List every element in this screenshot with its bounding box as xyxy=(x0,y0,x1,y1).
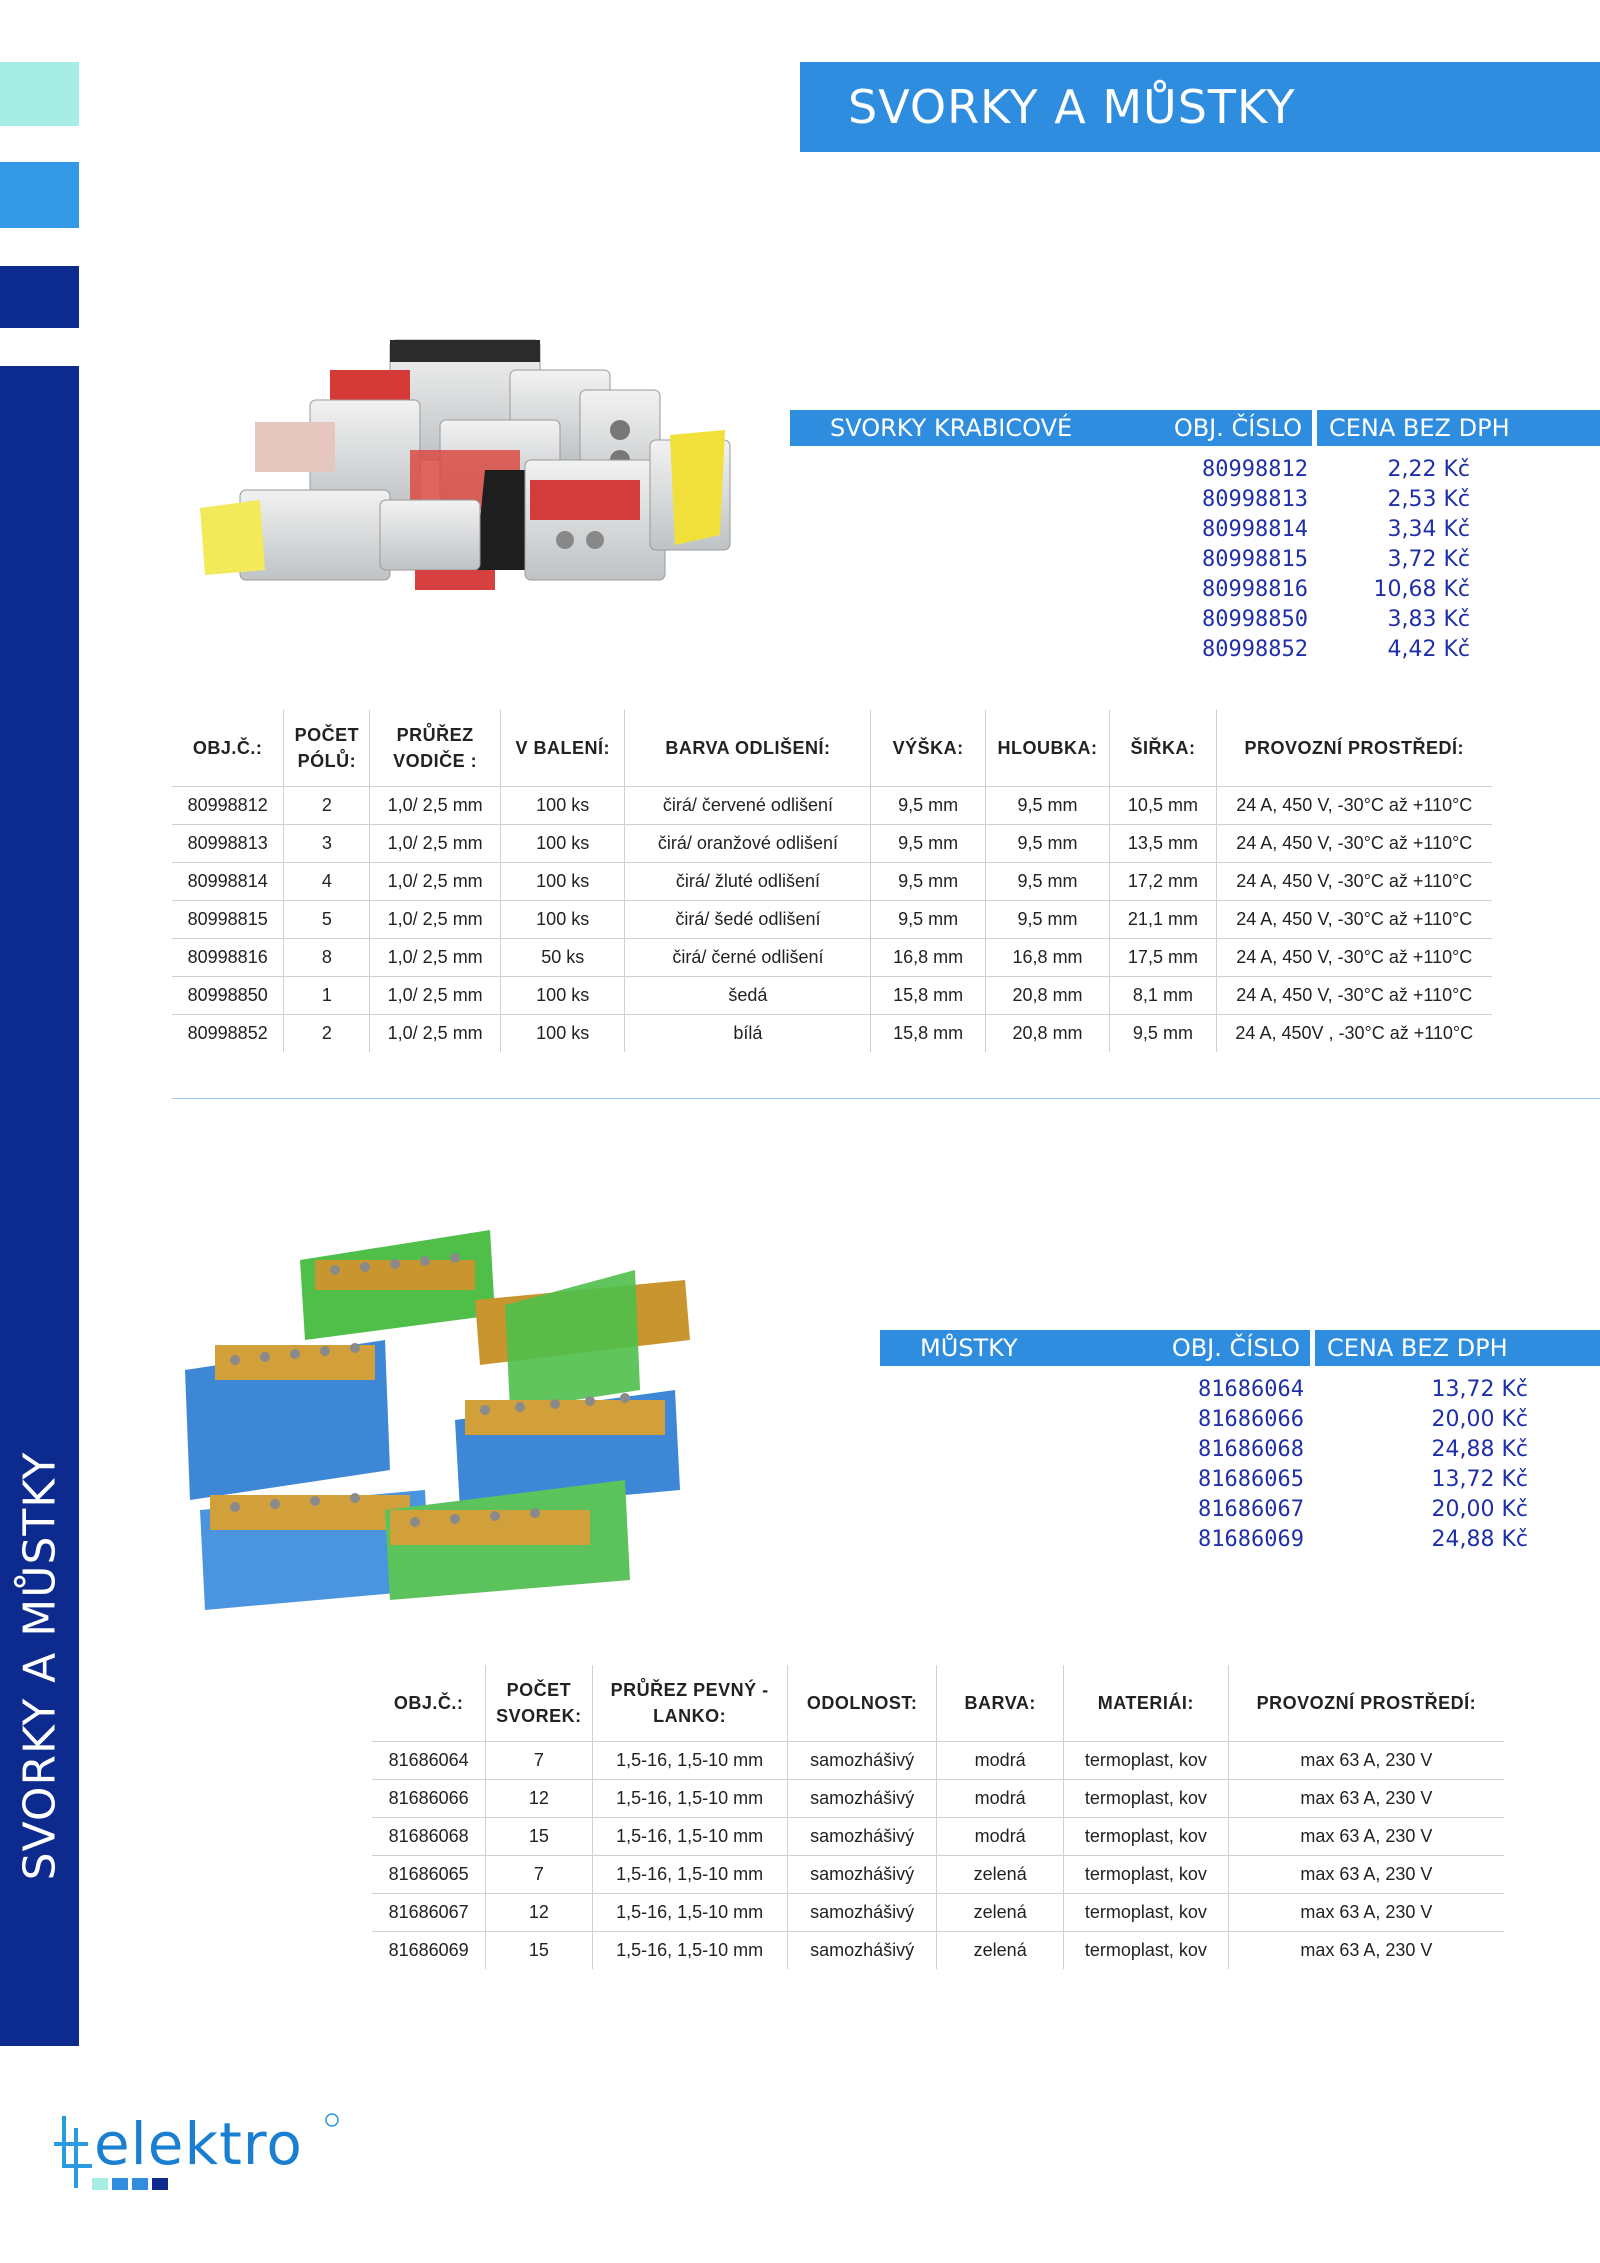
table-cell: max 63 A, 230 V xyxy=(1228,1931,1504,1969)
logo-text: elektro xyxy=(94,2110,303,2178)
spec-table-svorky xyxy=(172,710,1492,1052)
table-cell: 100 ks xyxy=(500,862,625,900)
price-value: 24,88 Kč xyxy=(1431,1526,1528,1552)
table-cell: 24 A, 450 V, -30°C až +110°C xyxy=(1216,824,1492,862)
table-cell: max 63 A, 230 V xyxy=(1228,1893,1504,1931)
col-header: OBJ.Č.: xyxy=(372,1665,486,1741)
col-header: HLOUBKA: xyxy=(985,710,1110,786)
table-cell: 81686064 xyxy=(372,1741,486,1779)
table-cell: 9,5 mm xyxy=(1110,1014,1216,1052)
table-cell: 100 ks xyxy=(500,1014,625,1052)
price-header-code-label: OBJ. ČÍSLO xyxy=(1173,414,1302,442)
table-cell: 1,0/ 2,5 mm xyxy=(370,900,501,938)
table-cell: 80998816 xyxy=(172,938,284,976)
table-cell: 80998812 xyxy=(172,786,284,824)
table-cell: 24 A, 450V , -30°C až +110°C xyxy=(1216,1014,1492,1052)
price-header-code-label: OBJ. ČÍSLO xyxy=(1171,1334,1300,1362)
col-header: PROVOZNÍ PROSTŘEDÍ: xyxy=(1256,1692,1477,1713)
table-cell: termoplast, kov xyxy=(1063,1817,1228,1855)
table-cell: 24 A, 450 V, -30°C až +110°C xyxy=(1216,938,1492,976)
col-header: OBJ.Č.: xyxy=(172,710,284,786)
side-title-text: SVORKY A MŮSTKY xyxy=(14,1451,65,1881)
table-cell: max 63 A, 230 V xyxy=(1228,1741,1504,1779)
table-cell: 1,5-16, 1,5-10 mm xyxy=(592,1779,787,1817)
price-row xyxy=(1100,1494,1528,1524)
side-title xyxy=(0,366,79,2046)
table-cell: zelená xyxy=(937,1855,1063,1893)
table-cell: čirá/ černé odlišení xyxy=(625,938,871,976)
table-cell: 80998814 xyxy=(172,862,284,900)
table-cell: 80998813 xyxy=(172,824,284,862)
table-cell: 2 xyxy=(284,786,370,824)
price-code: 81686068 xyxy=(1198,1436,1304,1462)
side-strip-mint xyxy=(0,62,79,126)
col-header: V BALENÍ: xyxy=(500,710,625,786)
price-row xyxy=(1100,604,1470,634)
side-strip-navy xyxy=(0,266,79,328)
table-row xyxy=(172,862,1492,900)
page-title-banner xyxy=(800,62,1600,152)
price-code: 81686066 xyxy=(1198,1406,1304,1432)
price-row xyxy=(1100,514,1470,544)
table-row xyxy=(372,1817,1504,1855)
price-row xyxy=(1100,1524,1528,1554)
price-value: 13,72 Kč xyxy=(1431,1376,1528,1402)
price-code: 80998812 xyxy=(1202,456,1308,482)
table-cell: 15 xyxy=(486,1931,592,1969)
table-cell: 8 xyxy=(284,938,370,976)
table-cell: 24 A, 450 V, -30°C až +110°C xyxy=(1216,976,1492,1014)
table-cell: šedá xyxy=(625,976,871,1014)
price-header-price-label: CENA BEZ DPH xyxy=(1327,1334,1508,1362)
price-code: 80998813 xyxy=(1202,486,1308,512)
table-cell: 1,5-16, 1,5-10 mm xyxy=(592,1817,787,1855)
table-cell: 16,8 mm xyxy=(871,938,985,976)
table-cell: 10,5 mm xyxy=(1110,786,1216,824)
table-cell: max 63 A, 230 V xyxy=(1228,1779,1504,1817)
col-header: MATERIÁI: xyxy=(1063,1665,1228,1741)
table-cell: modrá xyxy=(937,1741,1063,1779)
table-cell: 13,5 mm xyxy=(1110,824,1216,862)
price-row xyxy=(1100,484,1470,514)
table-cell: max 63 A, 230 V xyxy=(1228,1817,1504,1855)
table-cell: 2 xyxy=(284,1014,370,1052)
table-cell: 1,0/ 2,5 mm xyxy=(370,786,501,824)
table-cell: 9,5 mm xyxy=(871,824,985,862)
table-cell: 9,5 mm xyxy=(871,900,985,938)
table-cell: 16,8 mm xyxy=(985,938,1110,976)
spec-table-mustky xyxy=(372,1665,1504,1969)
price-row xyxy=(1100,1374,1528,1404)
table-cell: 100 ks xyxy=(500,900,625,938)
table-cell: 9,5 mm xyxy=(871,786,985,824)
price-row xyxy=(1100,454,1470,484)
connectors-image xyxy=(180,330,740,600)
table-cell: 20,8 mm xyxy=(985,1014,1110,1052)
price-value: 10,68 Kč xyxy=(1373,576,1470,602)
table-cell: 24 A, 450 V, -30°C až +110°C xyxy=(1216,900,1492,938)
col-header: VÝŠKA: xyxy=(871,710,985,786)
table-cell: samozhášivý xyxy=(787,1779,937,1817)
section-divider xyxy=(172,1098,1600,1099)
table-cell: 1,5-16, 1,5-10 mm xyxy=(592,1893,787,1931)
table-row xyxy=(172,900,1492,938)
table-cell: 1 xyxy=(284,976,370,1014)
table-cell: modrá xyxy=(937,1817,1063,1855)
table-cell: 17,5 mm xyxy=(1110,938,1216,976)
price-row xyxy=(1100,544,1470,574)
table-cell: čirá/ žluté odlišení xyxy=(625,862,871,900)
table-cell: 9,5 mm xyxy=(871,862,985,900)
table-cell: termoplast, kov xyxy=(1063,1855,1228,1893)
table-cell: čirá/ šedé odlišení xyxy=(625,900,871,938)
table-cell: samozhášivý xyxy=(787,1855,937,1893)
col-header: PRŮŘEZ PEVNÝ - LANKO: xyxy=(592,1665,787,1741)
col-header: BARVA ODLIŠENÍ: xyxy=(625,710,871,786)
table-cell: 81686068 xyxy=(372,1817,486,1855)
price-value: 3,72 Kč xyxy=(1387,546,1470,572)
col-header: ŠIŘKA: xyxy=(1110,710,1216,786)
price-list-mustky xyxy=(1100,1374,1528,1554)
elektro-logo xyxy=(52,2108,342,2198)
price-header-price-label: CENA BEZ DPH xyxy=(1329,414,1510,442)
table-cell: termoplast, kov xyxy=(1063,1741,1228,1779)
price-code: 80998815 xyxy=(1202,546,1308,572)
price-header-mustky xyxy=(880,1330,1600,1366)
table-cell: max 63 A, 230 V xyxy=(1228,1855,1504,1893)
table-cell: 7 xyxy=(486,1855,592,1893)
table-row xyxy=(372,1931,1504,1969)
price-value: 3,34 Kč xyxy=(1387,516,1470,542)
price-value: 20,00 Kč xyxy=(1431,1406,1528,1432)
price-value: 2,53 Kč xyxy=(1387,486,1470,512)
table-cell: 81686066 xyxy=(372,1779,486,1817)
table-cell: 80998852 xyxy=(172,1014,284,1052)
price-value: 2,22 Kč xyxy=(1387,456,1470,482)
table-cell: 9,5 mm xyxy=(985,862,1110,900)
table-cell: termoplast, kov xyxy=(1063,1779,1228,1817)
side-strip-blue xyxy=(0,162,79,228)
table-cell: 12 xyxy=(486,1779,592,1817)
price-header-svorky xyxy=(790,410,1600,446)
table-cell: 4 xyxy=(284,862,370,900)
price-row xyxy=(1100,1404,1528,1434)
table-cell: 1,0/ 2,5 mm xyxy=(370,862,501,900)
price-value: 4,42 Kč xyxy=(1387,636,1470,662)
table-cell: samozhášivý xyxy=(787,1931,937,1969)
price-code: 81686067 xyxy=(1198,1496,1304,1522)
price-code: 80998816 xyxy=(1202,576,1308,602)
table-cell: 80998850 xyxy=(172,976,284,1014)
table-cell: 1,5-16, 1,5-10 mm xyxy=(592,1931,787,1969)
price-value: 13,72 Kč xyxy=(1431,1466,1528,1492)
col-header: BARVA: xyxy=(937,1665,1063,1741)
table-cell: 80998815 xyxy=(172,900,284,938)
table-cell: 50 ks xyxy=(500,938,625,976)
table-cell: samozhášivý xyxy=(787,1893,937,1931)
price-code: 81686064 xyxy=(1198,1376,1304,1402)
table-cell: 1,0/ 2,5 mm xyxy=(370,1014,501,1052)
price-list-svorky xyxy=(1100,454,1470,664)
table-cell: 7 xyxy=(486,1741,592,1779)
table-cell: zelená xyxy=(937,1931,1063,1969)
price-value: 20,00 Kč xyxy=(1431,1496,1528,1522)
table-row xyxy=(172,1014,1492,1052)
table-cell: samozhášivý xyxy=(787,1817,937,1855)
price-code: 80998814 xyxy=(1202,516,1308,542)
table-cell: 21,1 mm xyxy=(1110,900,1216,938)
table-cell: zelená xyxy=(937,1893,1063,1931)
bridges-image xyxy=(175,1210,735,1610)
table-cell: 15 xyxy=(486,1817,592,1855)
table-row xyxy=(172,938,1492,976)
price-row xyxy=(1100,1434,1528,1464)
table-cell: 17,2 mm xyxy=(1110,862,1216,900)
price-header-name: MŮSTKY xyxy=(920,1334,1018,1362)
table-cell: čirá/ oranžové odlišení xyxy=(625,824,871,862)
table-cell: 100 ks xyxy=(500,824,625,862)
price-value: 24,88 Kč xyxy=(1431,1436,1528,1462)
price-code: 81686069 xyxy=(1198,1526,1304,1552)
table-cell: 81686069 xyxy=(372,1931,486,1969)
table-cell: 1,5-16, 1,5-10 mm xyxy=(592,1741,787,1779)
col-header: PRŮŘEZ VODIČE : xyxy=(370,710,501,786)
price-code: 81686065 xyxy=(1198,1466,1304,1492)
table-cell: 1,0/ 2,5 mm xyxy=(370,976,501,1014)
table-cell: modrá xyxy=(937,1779,1063,1817)
table-cell: 100 ks xyxy=(500,976,625,1014)
table-row xyxy=(372,1741,1504,1779)
table-cell: 9,5 mm xyxy=(985,824,1110,862)
price-row xyxy=(1100,574,1470,604)
table-cell: 24 A, 450 V, -30°C až +110°C xyxy=(1216,862,1492,900)
table-cell: bílá xyxy=(625,1014,871,1052)
table-cell: 15,8 mm xyxy=(871,1014,985,1052)
table-cell: 24 A, 450 V, -30°C až +110°C xyxy=(1216,786,1492,824)
table-cell: samozhášivý xyxy=(787,1741,937,1779)
col-header: ODOLNOST: xyxy=(787,1665,937,1741)
table-cell: 81686067 xyxy=(372,1893,486,1931)
table-row xyxy=(172,786,1492,824)
price-value: 3,83 Kč xyxy=(1387,606,1470,632)
price-row xyxy=(1100,634,1470,664)
table-row xyxy=(372,1893,1504,1931)
col-header: POČET PÓLŮ: xyxy=(284,710,370,786)
table-cell: 15,8 mm xyxy=(871,976,985,1014)
bridges-illustration xyxy=(175,1210,735,1610)
table-row xyxy=(372,1779,1504,1817)
table-cell: 20,8 mm xyxy=(985,976,1110,1014)
table-cell: termoplast, kov xyxy=(1063,1893,1228,1931)
connectors-illustration xyxy=(180,330,740,600)
col-header: PROVOZNÍ PROSTŘEDÍ: xyxy=(1244,737,1465,758)
table-cell: 1,5-16, 1,5-10 mm xyxy=(592,1855,787,1893)
price-row xyxy=(1100,1464,1528,1494)
table-row xyxy=(372,1855,1504,1893)
table-cell: termoplast, kov xyxy=(1063,1931,1228,1969)
table-cell: 9,5 mm xyxy=(985,786,1110,824)
price-header-name: SVORKY KRABICOVÉ xyxy=(830,414,1073,442)
table-row xyxy=(172,824,1492,862)
table-row xyxy=(172,976,1492,1014)
table-cell: 1,0/ 2,5 mm xyxy=(370,938,501,976)
price-code: 80998852 xyxy=(1202,636,1308,662)
table-cell: 3 xyxy=(284,824,370,862)
page-title: SVORKY A MŮSTKY xyxy=(848,80,1296,134)
table-cell: 1,0/ 2,5 mm xyxy=(370,824,501,862)
table-cell: 100 ks xyxy=(500,786,625,824)
table-cell: čirá/ červené odlišení xyxy=(625,786,871,824)
table-cell: 12 xyxy=(486,1893,592,1931)
price-code: 80998850 xyxy=(1202,606,1308,632)
table-cell: 9,5 mm xyxy=(985,900,1110,938)
table-cell: 5 xyxy=(284,900,370,938)
table-cell: 81686065 xyxy=(372,1855,486,1893)
col-header: POČET SVOREK: xyxy=(486,1665,592,1741)
table-cell: 8,1 mm xyxy=(1110,976,1216,1014)
